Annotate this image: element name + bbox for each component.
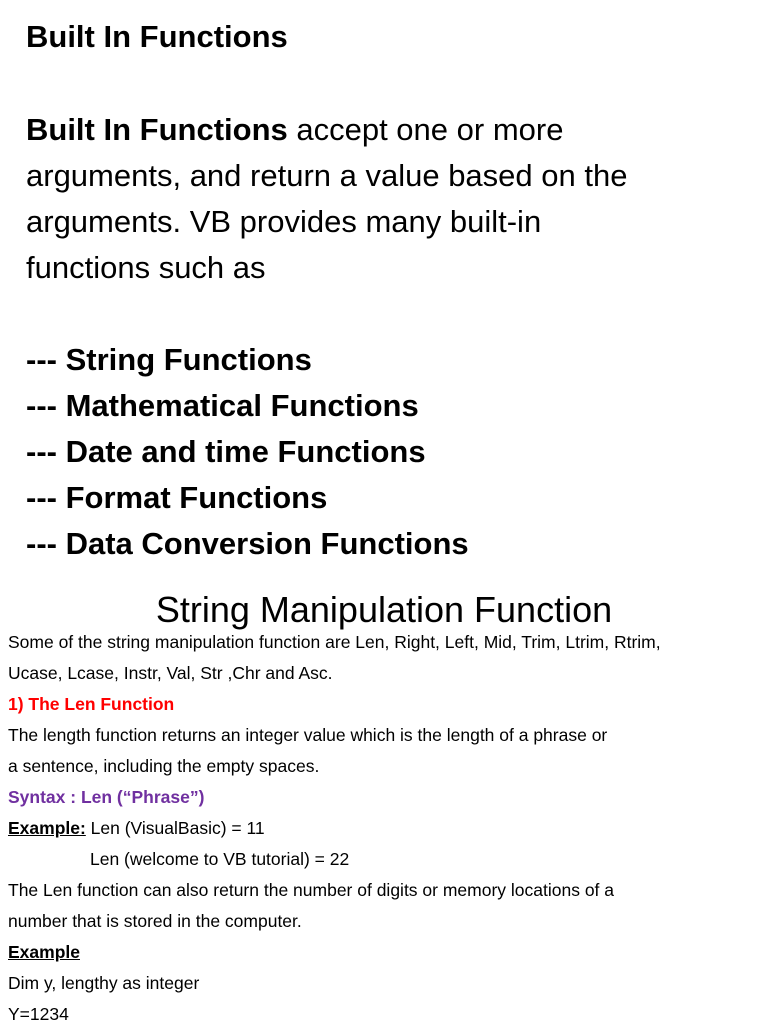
page-heading: Built In Functions	[26, 19, 288, 54]
example-2: Len (welcome to VB tutorial) = 22	[90, 849, 350, 869]
code-line-1: Dim y, lengthy as integer	[8, 973, 200, 993]
len-syntax: Syntax : Len (“Phrase”)	[8, 787, 205, 807]
len-note-line-2: number that is stored in the computer.	[8, 911, 302, 931]
intro-line-3: arguments. VB provides many built-in	[26, 204, 542, 239]
intro-line-4: functions such as	[26, 250, 266, 285]
example-1: Len (VisualBasic) = 11	[85, 818, 265, 838]
example-heading: Example	[8, 942, 80, 962]
function-type-format: --- Format Functions	[26, 480, 328, 515]
len-note-line-1: The Len function can also return the number of digits or memory locations of a	[8, 880, 615, 900]
example-label: Example:	[8, 818, 86, 838]
para1-line-1: Some of the string manipulation function are Len, Right, Left, Mid, Trim, Ltrim, Rtrim,	[8, 632, 661, 652]
function-type-string: --- String Functions	[26, 342, 312, 377]
code-line-2: Y=1234	[8, 1004, 69, 1024]
len-desc-line-1: The length function returns an integer value which is the length of a phrase or	[8, 725, 608, 745]
function-type-data-conversion: --- Data Conversion Functions	[26, 526, 469, 561]
intro-line-1	[26, 107, 563, 153]
para1-line-2: Ucase, Lcase, Instr, Val, Str ,Chr and Asc.	[8, 663, 333, 683]
len-function-heading: 1) The Len Function	[8, 694, 175, 714]
section-title: String Manipulation Function	[155, 589, 613, 630]
function-type-mathematical: --- Mathematical Functions	[26, 388, 419, 423]
function-type-date-time: --- Date and time Functions	[26, 434, 426, 469]
intro-line-2: arguments, and return a value based on the	[26, 158, 628, 193]
len-desc-line-2: a sentence, including the empty spaces.	[8, 756, 320, 776]
intro-line-1-rest: accept one or more	[287, 112, 564, 147]
example-line-1	[8, 813, 265, 844]
intro-bold-lead: Built In Functions	[26, 112, 288, 147]
